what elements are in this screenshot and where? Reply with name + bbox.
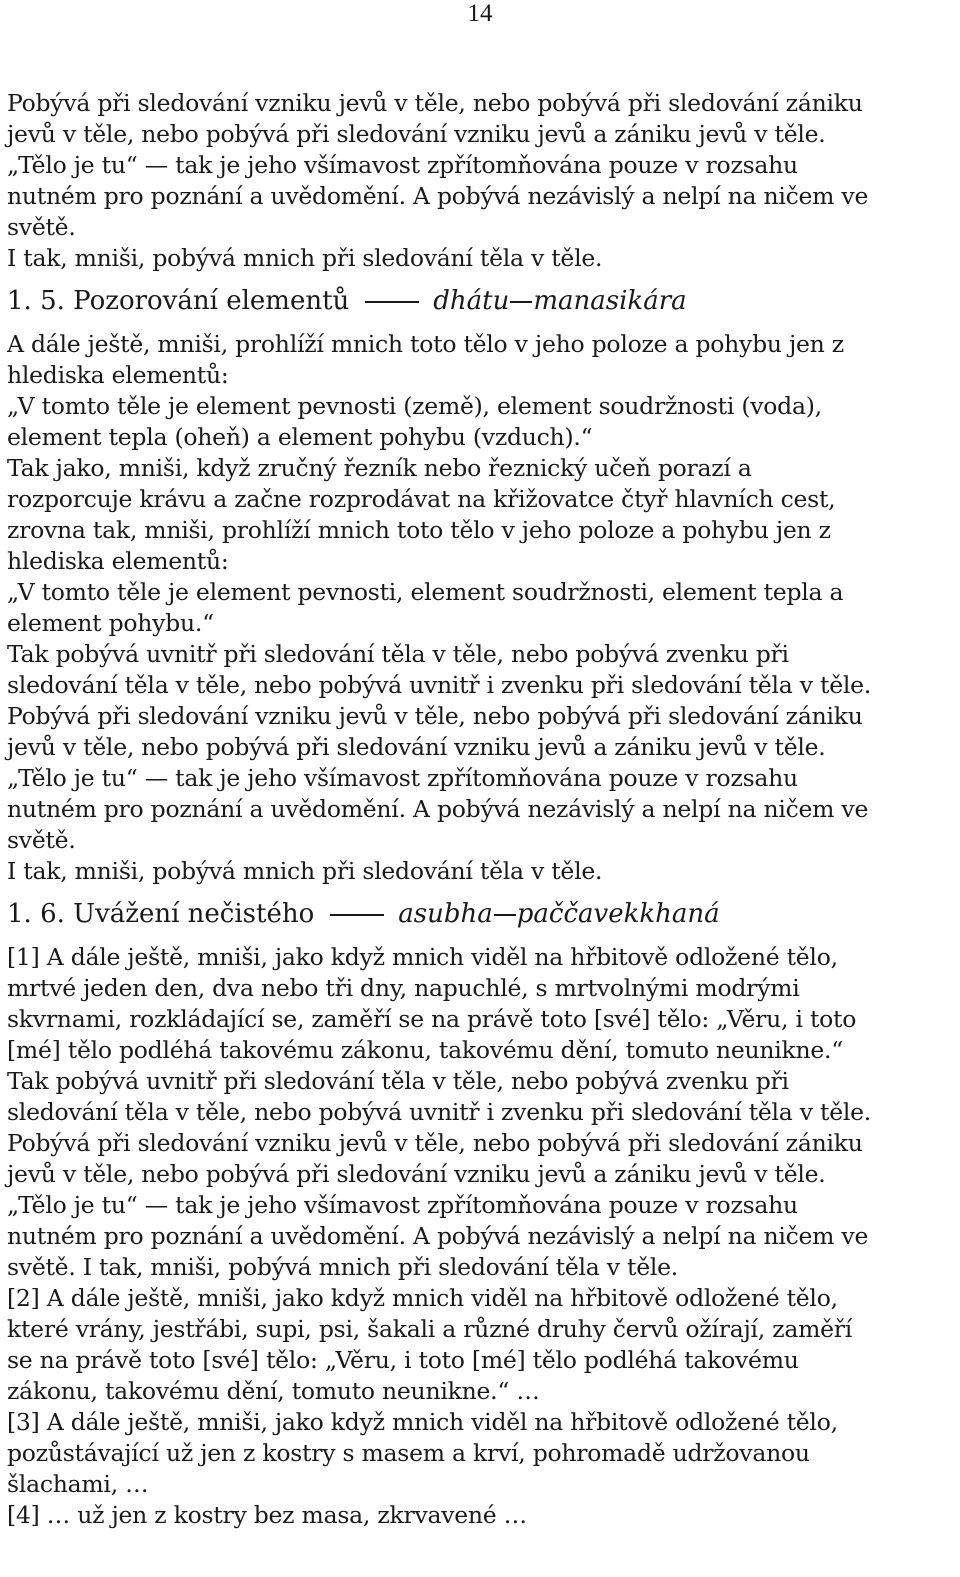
section-number: 1. 6. (7, 899, 65, 929)
text-line: „Tělo je tu“ — tak je jeho všímavost zpřítomňována pouze v rozsahu (7, 151, 798, 179)
text-line: [1] A dále ještě, mniši, jako když mnich viděl na hřbitově odložené tělo, (7, 943, 838, 971)
text-line: Tak pobývá uvnitř při sledování těla v těle, nebo pobývá zvenku při (7, 1067, 789, 1095)
text-line: rozporcuje krávu a začne rozprodávat na křižovatce čtyř hlavních cest, (7, 485, 836, 513)
section-title: Uvážení nečistého (73, 899, 315, 929)
paragraph-block-3 (7, 942, 957, 1531)
page-number: 14 (467, 0, 493, 27)
text-line: světě. (7, 826, 76, 854)
text-line: jevů v těle, nebo pobývá při sledování vzniku jevů a zániku jevů v těle. (7, 1160, 826, 1188)
text-line: Tak jako, mniši, když zručný řezník nebo řeznický učeň porazí a (7, 454, 752, 482)
text-line: mrtvé jeden den, dva nebo tři dny, napuchlé, s mrtvolnými modrými (7, 974, 800, 1002)
text-line: nutném pro poznání a uvědomění. A pobývá nezávislý a nelpí na ničem ve (7, 1222, 869, 1250)
text-line: zrovna tak, mniši, prohlíží mnich toto tělo v jeho poloze a pohybu jen z (7, 516, 831, 544)
text-line: sledování těla v těle, nebo pobývá uvnitř i zvenku při sledování těla v těle. (7, 1098, 872, 1126)
text-line: nutném pro poznání a uvědomění. A pobývá nezávislý a nelpí na ničem ve (7, 182, 869, 210)
text-line: Pobývá při sledování vzniku jevů v těle, nebo pobývá při sledování zániku (7, 89, 863, 117)
text-line: hlediska elementů: (7, 547, 229, 575)
pali-term-b: manasikára (533, 286, 687, 316)
text-line: které vrány, jestřábi, supi, psi, šakali a různé druhy červů ožírají, zaměří (7, 1315, 853, 1343)
pali-term-a: dhátu (433, 286, 510, 316)
text-line: zákonu, takovému dění, tomuto neunikne.“ … (7, 1377, 540, 1405)
section-heading-1-6 (7, 899, 957, 930)
text-line: A dále ještě, mniši, prohlíží mnich toto tělo v jeho poloze a pohybu jen z (7, 330, 844, 358)
en-dash (510, 301, 532, 303)
text-line: sledování těla v těle, nebo pobývá uvnitř i zvenku při sledování těla v těle. (7, 671, 872, 699)
text-line: „V tomto těle je element pevnosti (země), element soudržnosti (voda), (7, 392, 822, 420)
text-line: „Tělo je tu“ — tak je jeho všímavost zpřítomňována pouze v rozsahu (7, 764, 798, 792)
text-line: element pohybu.“ (7, 609, 214, 637)
text-line: hlediska elementů: (7, 361, 229, 389)
text-line: [2] A dále ještě, mniši, jako když mnich viděl na hřbitově odložené tělo, (7, 1284, 838, 1312)
text-line: I tak, mniši, pobývá mnich při sledování těla v těle. (7, 857, 603, 885)
paragraph-block-2 (7, 329, 957, 887)
en-dash (494, 914, 516, 916)
pali-term-a: asubha (398, 899, 493, 929)
text-line: se na právě toto [své] tělo: „Věru, i toto [mé] tělo podléhá takovému (7, 1346, 799, 1374)
text-line: „Tělo je tu“ — tak je jeho všímavost zpřítomňována pouze v rozsahu (7, 1191, 798, 1219)
document-body (7, 88, 957, 1531)
text-line: nutném pro poznání a uvědomění. A pobývá nezávislý a nelpí na ničem ve (7, 795, 869, 823)
text-line: [3] A dále ještě, mniši, jako když mnich viděl na hřbitově odložené tělo, (7, 1408, 838, 1436)
text-line: šlachami, … (7, 1470, 149, 1498)
text-line: světě. I tak, mniši, pobývá mnich při sledování těla v těle. (7, 1253, 679, 1281)
text-line: jevů v těle, nebo pobývá při sledování vzniku jevů a zániku jevů v těle. (7, 733, 826, 761)
section-title: Pozorování elementů (73, 286, 350, 316)
text-line: I tak, mniši, pobývá mnich při sledování těla v těle. (7, 244, 603, 272)
paragraph-block-1 (7, 88, 957, 274)
text-line: jevů v těle, nebo pobývá při sledování vzniku jevů a zániku jevů v těle. (7, 120, 826, 148)
text-line: „V tomto těle je element pevnosti, element soudržnosti, element tepla a (7, 578, 844, 606)
text-line: skvrnami, rozkládající se, zaměří se na právě toto [své] tělo: „Věru, i toto (7, 1005, 857, 1033)
text-line: Pobývá při sledování vzniku jevů v těle, nebo pobývá při sledování zániku (7, 702, 863, 730)
section-heading-1-5 (7, 286, 957, 317)
text-line: Tak pobývá uvnitř při sledování těla v těle, nebo pobývá zvenku při (7, 640, 789, 668)
text-line: Pobývá při sledování vzniku jevů v těle, nebo pobývá při sledování zániku (7, 1129, 863, 1157)
pali-term-b: paččavekkhaná (516, 899, 720, 929)
section-number: 1. 5. (7, 286, 65, 316)
text-line: [4] … už jen z kostry bez masa, zkrvavené … (7, 1501, 527, 1529)
em-dash (330, 914, 384, 916)
em-dash (365, 301, 419, 303)
text-line: světě. (7, 213, 76, 241)
text-line: element tepla (oheň) a element pohybu (vzduch).“ (7, 423, 593, 451)
text-line: pozůstávající už jen z kostry s masem a krví, pohromadě udržovanou (7, 1439, 810, 1467)
text-line: [mé] tělo podléhá takovému zákonu, takovému dění, tomuto neunikne.“ (7, 1036, 844, 1064)
